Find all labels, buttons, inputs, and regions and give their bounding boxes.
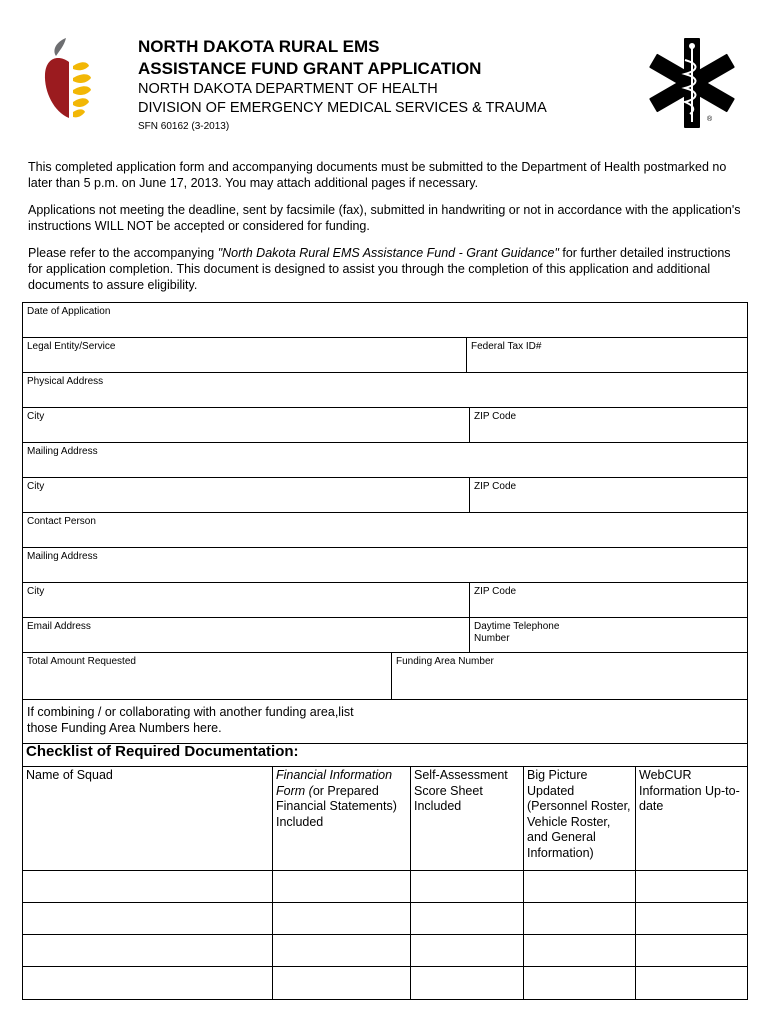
form-title-line1: NORTH DAKOTA RURAL EMS [138,37,380,56]
daytime-telephone-field[interactable] [469,618,569,652]
squad-name-cell[interactable] [23,903,272,934]
contact-person-label: Contact Person [27,516,96,527]
zip-label-2: ZIP Code [474,481,517,492]
email-address-field[interactable] [23,618,469,652]
checklist-row [23,935,747,967]
star-of-life-icon [645,36,739,130]
email-address-label: Email Address [27,621,91,632]
row-city-zip-3 [23,583,747,618]
mailing-address-field-1[interactable] [23,443,747,477]
city-label-1: City [27,411,45,422]
application-form-table [22,302,748,1000]
squad-name-cell[interactable] [23,967,272,999]
financial-info-rest-label: or Prepared Financial Statements) Included [276,783,397,829]
city-field-2[interactable] [23,478,469,512]
total-amount-field[interactable] [23,653,391,699]
row-date-of-application [23,303,747,338]
row-email-telephone [23,618,747,653]
financial-info-cell[interactable] [272,871,410,902]
row-city-zip-1 [23,408,747,443]
webcur-cell[interactable] [635,871,747,902]
col-header-self-assessment: Self-Assessment Score Sheet Included [410,767,523,870]
daytime-telephone-label: Daytime Telephone Number [474,621,560,644]
self-assessment-cell[interactable] [410,871,523,902]
row-contact-person [23,513,747,548]
guidance-text-post: for further detailed instructions for application completion. This document is designed to assist you through the completion of this application and additional documents to assure eligibility. [28,246,731,292]
webcur-cell[interactable] [635,935,747,966]
row-amount-funding-area [23,653,747,700]
total-amount-label: Total Amount Requested [27,656,136,667]
funding-area-number-label: Funding Area Number [396,656,494,667]
registered-mark: ® [707,116,713,123]
intro-paragraph-deadline: This completed application form and accompanying documents must be submitted to the Department of Health postmarked no later than 5 p.m. on June 17, 2013. You may attach additional pages if necessary. [28,160,727,190]
zip-field-1[interactable] [469,408,747,442]
zip-label-3: ZIP Code [474,586,517,597]
combining-funding-area-label: If combining / or collaborating with another funding area,list those Funding Area Numbers here. [27,705,354,735]
legal-entity-label: Legal Entity/Service [27,341,116,352]
financial-info-cell[interactable] [272,935,410,966]
city-label-2: City [27,481,45,492]
intro-paragraph-guidance [28,245,748,293]
date-of-application-field[interactable] [23,303,747,337]
physical-address-field[interactable] [23,373,747,407]
contact-person-field[interactable] [23,513,747,547]
mailing-address-label-2: Mailing Address [27,551,98,562]
city-field-1[interactable] [23,408,469,442]
form-number: SFN 60162 (3-2013) [138,121,230,132]
mailing-address-label-1: Mailing Address [27,446,98,457]
city-field-3[interactable] [23,583,469,617]
federal-tax-id-field[interactable] [466,338,747,372]
intro-paragraph-rejection: Applications not meeting the deadline, sent by facsimile (fax), submitted in handwriting or not in accordance with the application's instructions WILL NOT be accepted or considered for funding. [28,203,741,233]
self-assessment-cell[interactable] [410,967,523,999]
date-of-application-label: Date of Application [27,306,111,317]
checklist-row [23,871,747,903]
guidance-document-title: "North Dakota Rural EMS Assistance Fund - Grant Guidance" [217,246,559,260]
self-assessment-cell[interactable] [410,935,523,966]
row-mailing-address-2 [23,548,747,583]
row-city-zip-2 [23,478,747,513]
nd-health-logo-icon [42,36,98,122]
checklist-row [23,903,747,935]
big-picture-cell[interactable] [523,935,635,966]
division-name: DIVISION OF EMERGENCY MEDICAL SERVICES & TRAUMA [138,100,547,116]
row-mailing-address-1 [23,443,747,478]
legal-entity-field[interactable] [23,338,466,372]
department-name: NORTH DAKOTA DEPARTMENT OF HEALTH [138,81,438,97]
col-header-squad-name: Name of Squad [26,768,113,782]
row-legal-entity [23,338,747,373]
federal-tax-id-label: Federal Tax ID# [471,341,542,352]
form-header [138,36,547,135]
squad-name-cell[interactable] [23,935,272,966]
self-assessment-cell[interactable] [410,903,523,934]
col-header-financial-info [272,767,410,870]
row-checklist-header [23,767,747,871]
col-header-webcur: WebCUR Information Up-to-date [635,767,747,870]
financial-info-cell[interactable] [272,967,410,999]
checklist-title: Checklist of Required Documentation: [26,743,299,760]
row-combining [23,700,747,744]
guidance-text-pre: Please refer to the accompanying [28,246,218,260]
row-physical-address [23,373,747,408]
row-checklist-title [23,744,747,767]
big-picture-cell[interactable] [523,871,635,902]
combining-funding-area-field[interactable] [23,700,383,743]
big-picture-cell[interactable] [523,967,635,999]
physical-address-label: Physical Address [27,376,104,387]
financial-info-form-label: Financial Information Form ( [276,768,393,798]
zip-label-1: ZIP Code [474,411,517,422]
zip-field-2[interactable] [469,478,747,512]
webcur-cell[interactable] [635,903,747,934]
webcur-cell[interactable] [635,967,747,999]
checklist-row [23,967,747,999]
city-label-3: City [27,586,45,597]
squad-name-cell[interactable] [23,871,272,902]
funding-area-number-field[interactable] [391,653,747,699]
big-picture-cell[interactable] [523,903,635,934]
zip-field-3[interactable] [469,583,747,617]
financial-info-cell[interactable] [272,903,410,934]
form-title-line2: ASSISTANCE FUND GRANT APPLICATION [138,59,482,78]
mailing-address-field-2[interactable] [23,548,747,582]
col-header-big-picture: Big Picture Updated (Personnel Roster, Vehicle Roster, and General Information) [523,767,635,870]
